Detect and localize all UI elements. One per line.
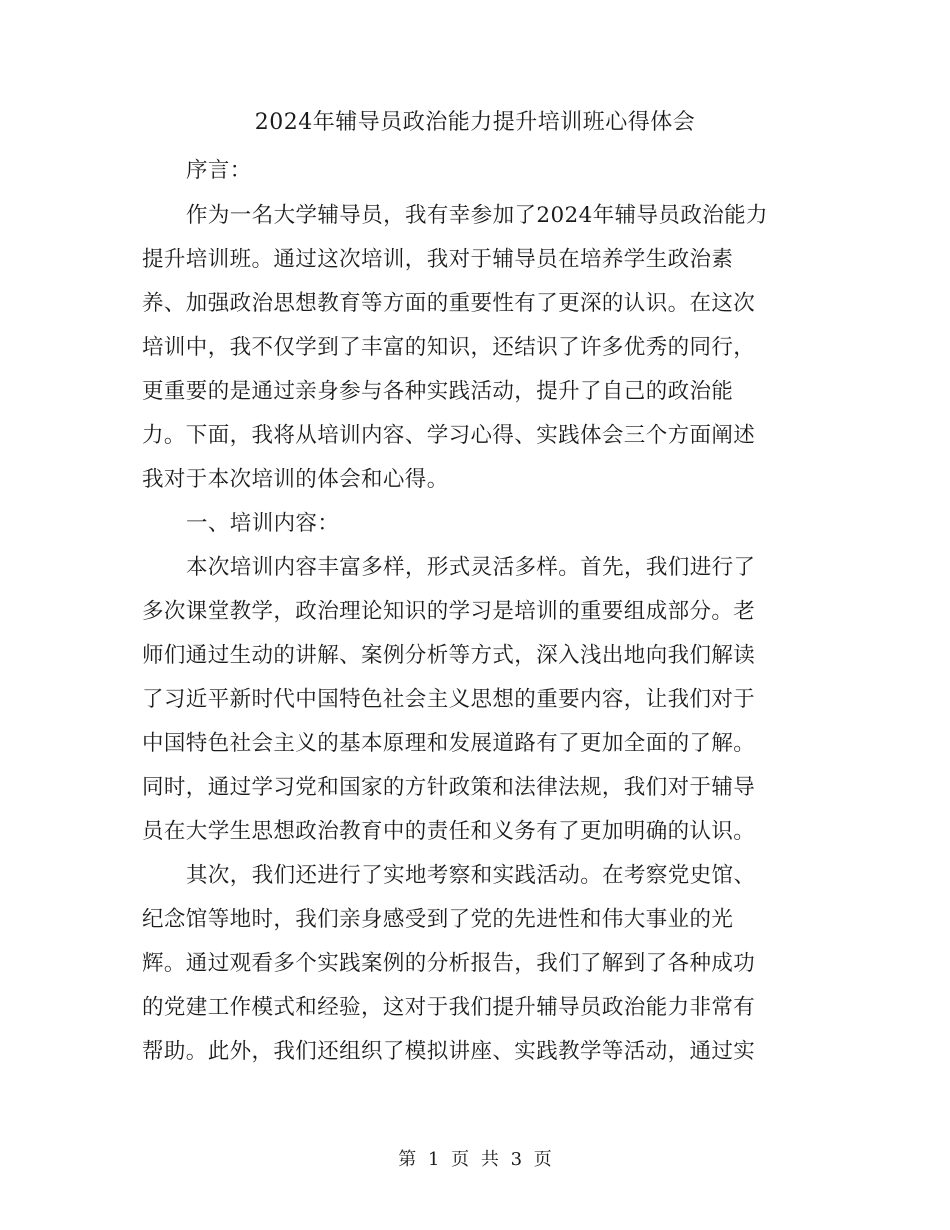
body-line: 辉。通过观看多个实践案例的分析报告，我们了解到了各种成功 bbox=[142, 951, 756, 976]
document-title: 2024年辅导员政治能力提升培训班心得体会 bbox=[254, 110, 696, 135]
body-line: 培训中，我不仅学到了丰富的知识，还结识了许多优秀的同行， bbox=[142, 335, 756, 360]
body-line: 中国特色社会主义的基本原理和发展道路有了更加全面的了解。 bbox=[142, 731, 756, 756]
body-line: 纪念馆等地时，我们亲身感受到了党的先进性和伟大事业的光 bbox=[142, 907, 734, 932]
body-line: 多次课堂教学，政治理论知识的学习是培训的重要组成部分。老 bbox=[142, 599, 756, 624]
section-heading: 一、培训内容： bbox=[186, 511, 340, 536]
body-line: 作为一名大学辅导员，我有幸参加了2024年辅导员政治能力 bbox=[186, 203, 768, 228]
body-line: 养、加强政治思想教育等方面的重要性有了更深的认识。在这次 bbox=[142, 291, 756, 316]
page-number: 第 1 页 共 3 页 bbox=[398, 1149, 552, 1170]
body-line: 更重要的是通过亲身参与各种实践活动，提升了自己的政治能 bbox=[142, 379, 734, 404]
body-line: 其次，我们还进行了实地考察和实践活动。在考察党史馆、 bbox=[186, 863, 756, 888]
body-line: 了习近平新时代中国特色社会主义思想的重要内容，让我们对于 bbox=[142, 687, 756, 712]
body-line: 本次培训内容丰富多样，形式灵活多样。首先，我们进行了 bbox=[186, 555, 756, 580]
body-line: 的党建工作模式和经验，这对于我们提升辅导员政治能力非常有 bbox=[142, 995, 756, 1020]
body-line: 师们通过生动的讲解、案例分析等方式，深入浅出地向我们解读 bbox=[142, 643, 756, 668]
body-line: 员在大学生思想政治教育中的责任和义务有了更加明确的认识。 bbox=[142, 819, 756, 844]
body-line: 提升培训班。通过这次培训，我对于辅导员在培养学生政治素 bbox=[142, 247, 734, 272]
body-line: 同时，通过学习党和国家的方针政策和法律法规，我们对于辅导 bbox=[142, 775, 756, 800]
body-line: 我对于本次培训的体会和心得。 bbox=[142, 467, 449, 492]
body-line: 帮助。此外，我们还组织了模拟讲座、实践教学等活动，通过实 bbox=[142, 1039, 756, 1064]
preface-heading: 序言： bbox=[186, 158, 252, 183]
body-line: 力。下面，我将从培训内容、学习心得、实践体会三个方面阐述 bbox=[142, 423, 756, 448]
